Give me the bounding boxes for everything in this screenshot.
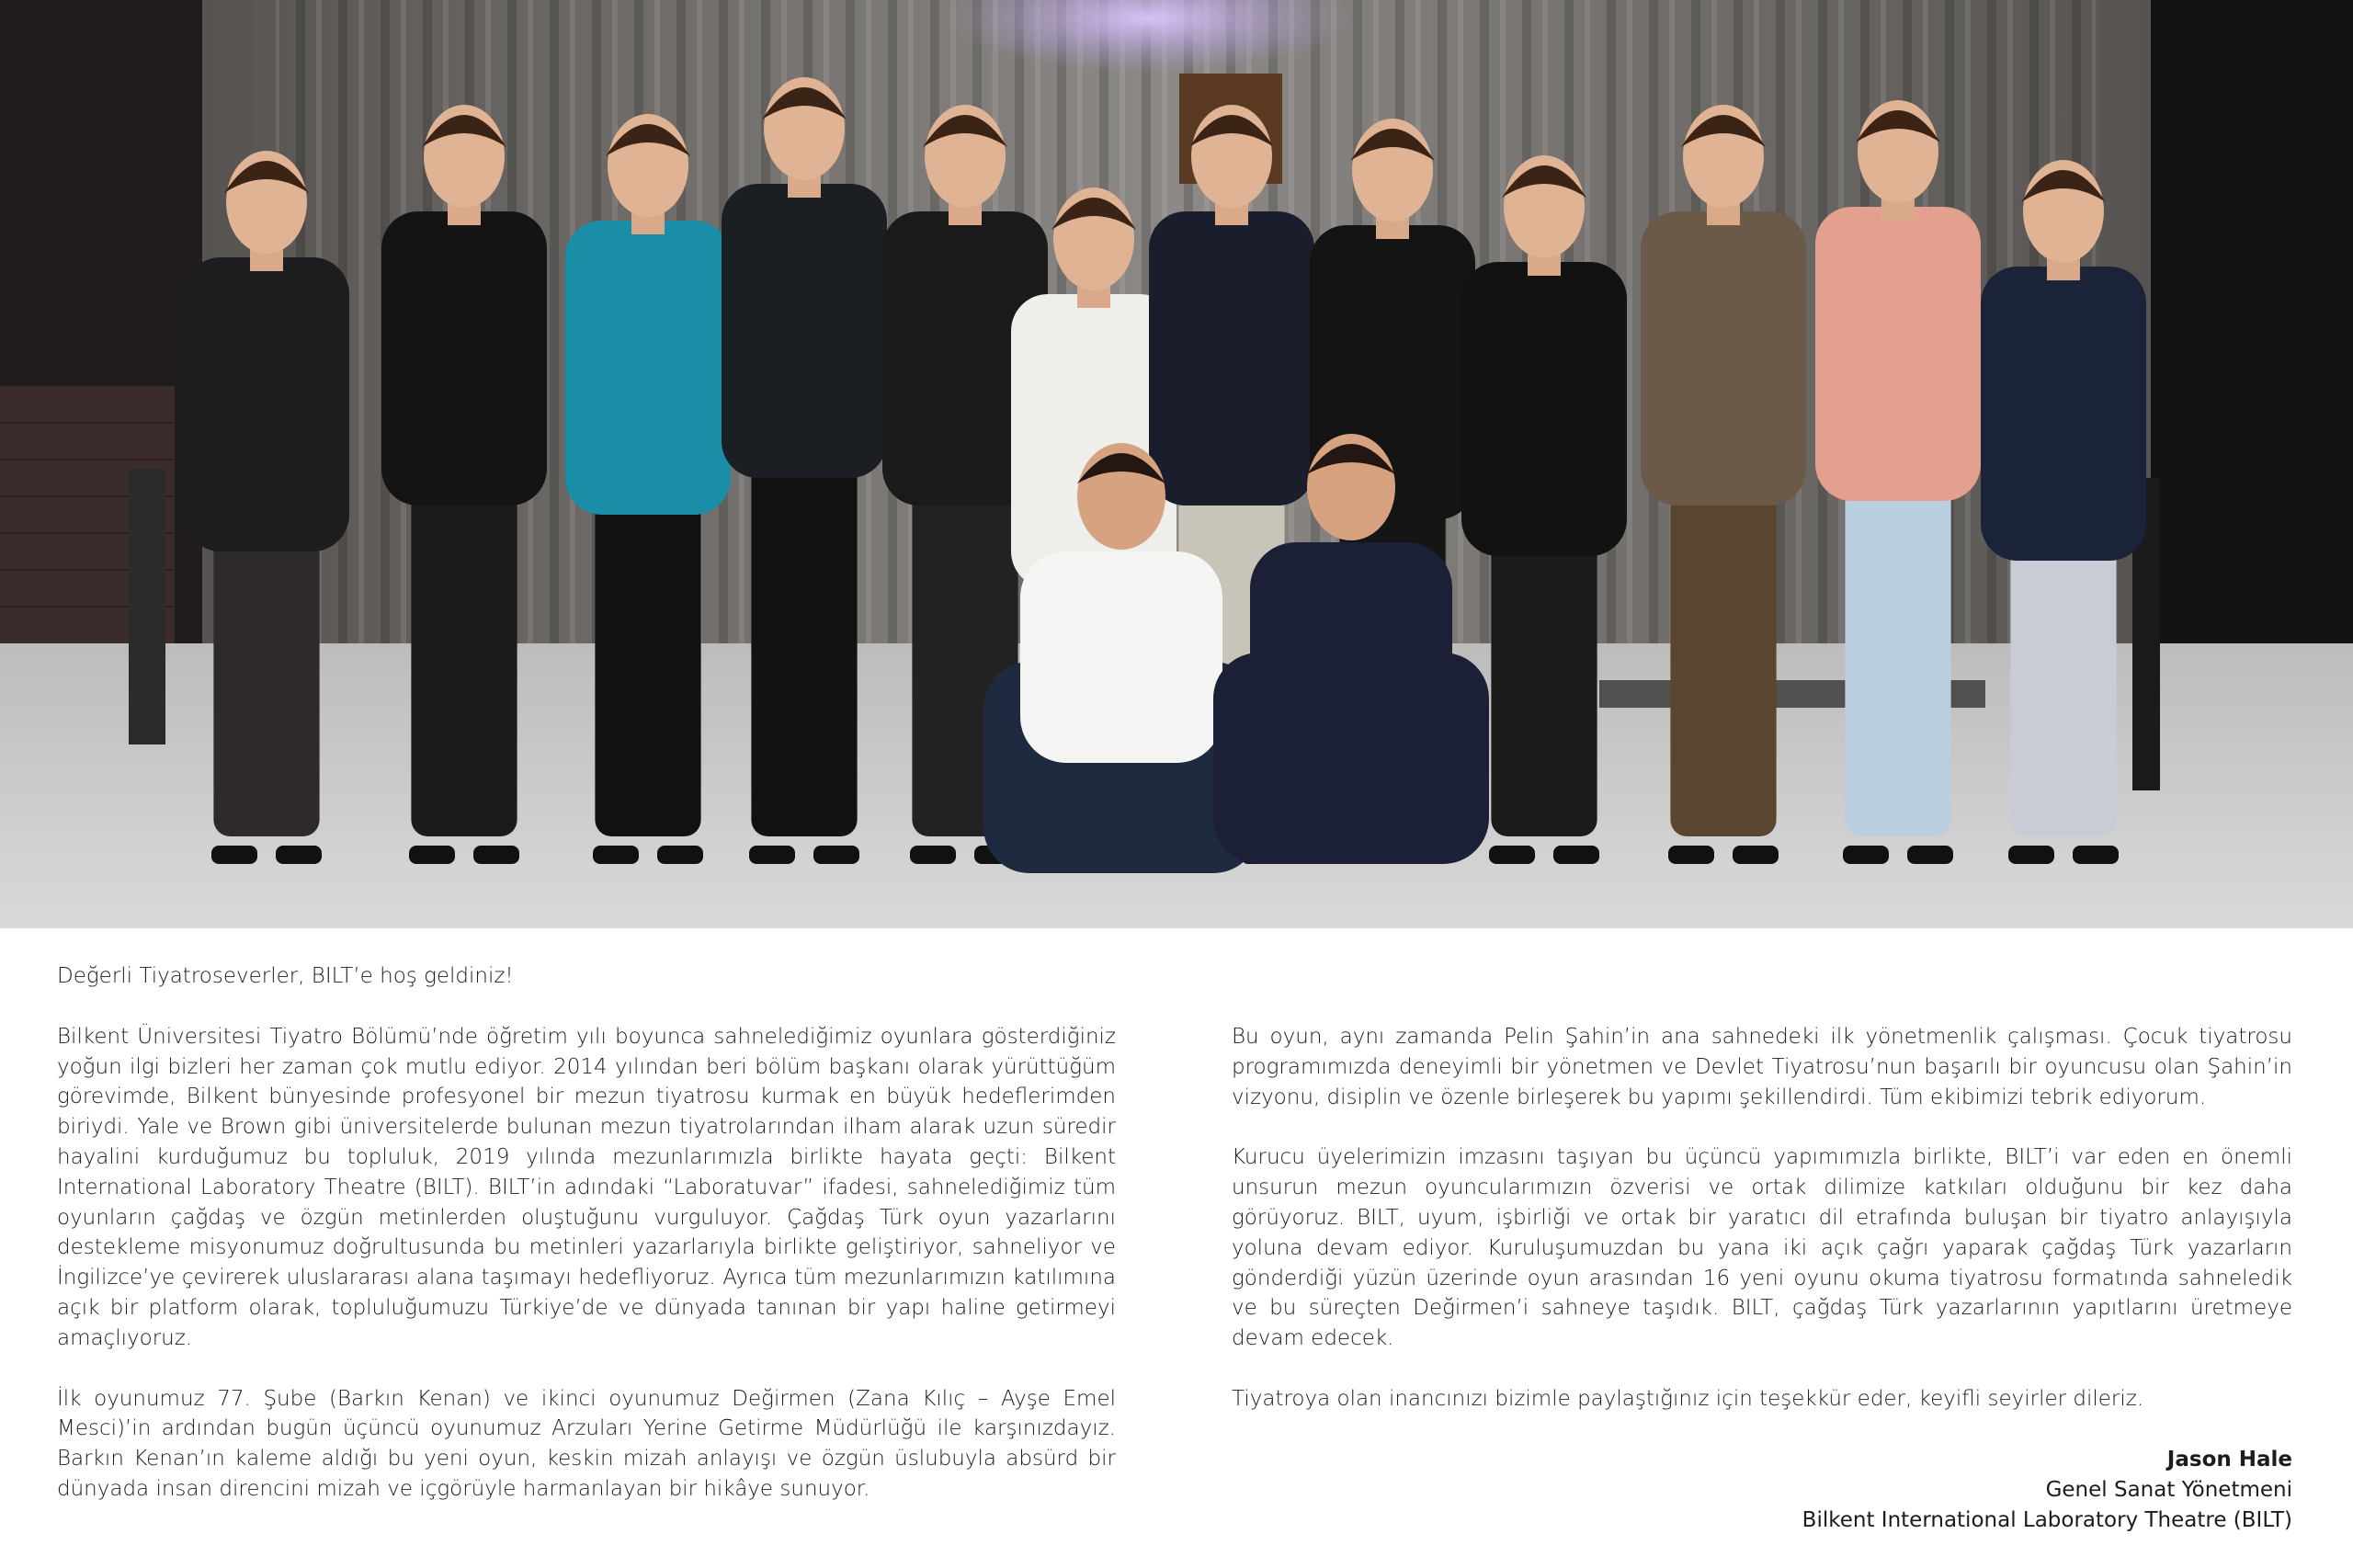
greeting: Değerli Tiyatroseverler, BILT’e hoş geldiniz! [57,964,514,988]
paragraph-intro: Bilkent Üniversitesi Tiyatro Bölümü’nde öğretim yılı boyunca sahnelediğimiz oyunlara gösterdiğiniz yoğun ilgi bizleri her zaman çok mutlu ediyor. 2014 yılından beri bölüm başkanı olarak yürüttüğüm görevimde, Bilkent bünyesinde profesyonel bir mezun tiyatrosu kurmak en büyük hedeflerimden biriydi. Yale ve Brown gibi üniversitelerde bulunan mezun tiyatrolarından ilham alarak uzun süredir hayalini kurduğumuz bu topluluk, 2019 yılında mezunlarımızla birlikte hayata geçti: Bilkent International Laboratory Theatre (BILT). BILT’in adındaki “Laboratuvar” ifadesi, sahnelediğimiz tüm oyunların çağdaş ve özgün metinlerden oluştuğunu vurguluyor. Çağdaş Türk oyun yazarlarını destekleme misyonumuz doğrultusunda bu metinleri yazarlarıyla birlikte geliştiriyor, sahneliyor ve İngilizce’ye çevirerek uluslararası alana taşımayı hedefliyoruz. Ayrıca tüm mezunlarımızın katılımına açık bir platform olarak, topluluğumuzu Türkiye’de ve dünyada tanınan bir yapı haline getirmeyi amaçlıyoruz. [57,1024,1116,1350]
signature-name: Jason Hale [2166,1448,2292,1471]
paragraph-plays: İlk oyunumuz 77. Şube (Barkın Kenan) ve ikinci oyunumuz Değirmen (Zana Kılıç – Ayşe Emel Mesci)’in ardından bugün üçüncü oyunumuz Arzuları Yerine Getirme Müdürlüğü ile karşınızdayız. Barkın Kenan’ın kaleme aldığı bu yeni oyun, keskin mizah anlayışı ve özgün üslubuyla absürd bir dünyada insan direncini mizah ve içgörüyle harmanlayan bir hikâye sunuyor. [57,1386,1116,1501]
signature-title: Genel Sanat Yönetmeni [2045,1477,2292,1502]
paragraph-founders: Kurucu üyelerimizin imzasını taşıyan bu üçüncü yapımımızla birlikte, BILT’i var eden en önemli unsurun mezun oyuncularımızın özverisi ve ortak dilimize katkıları olduğunu bir kez daha görüyoruz. BILT, uyum, işbirliği ve ortak bir yaratıcı dil etrafında buluşan bir tiyatro anlayışıyla yoluna devam ediyor. Kuruluşumuzdan bu yana iki açık çağrı yaparak çağdaş Türk yazarların gönderdiği yüzün üzerinde oyun arasından 16 yeni oyunu okuma tiyatrosu formatında sahneledik ve bu süreçten Değirmen’i sahneye taşıdık. BILT, çağdaş Türk yazarlarının yapıtlarını üretmeye devam edecek. [1232,1145,2292,1351]
paragraph-thanks: Tiyatroya olan inancınızı bizimle paylaştığınız için teşekkür eder, keyifli seyirler dileriz. [1232,1386,2144,1411]
signature-org: Bilkent International Laboratory Theatre (BILT) [1802,1507,2292,1532]
signature-block [1802,1445,2292,1535]
paragraph-director: Bu oyun, aynı zamanda Pelin Şahin’in ana sahnedeki ilk yönetmenlik çalışması. Çocuk tiyatrosu programımızda deneyimli bir yönetmen ve Devlet Tiyatrosu’nun başarılı bir oyuncusu olan Şahin’in vizyonu, disiplin ve özenle birleşerek bu yapımı şekillendirdi. Tüm ekibimizi tebrik ediyorum. [1232,1025,2292,1109]
letter-right-column [1232,1022,2292,1445]
letter-left-column [57,961,1116,1535]
